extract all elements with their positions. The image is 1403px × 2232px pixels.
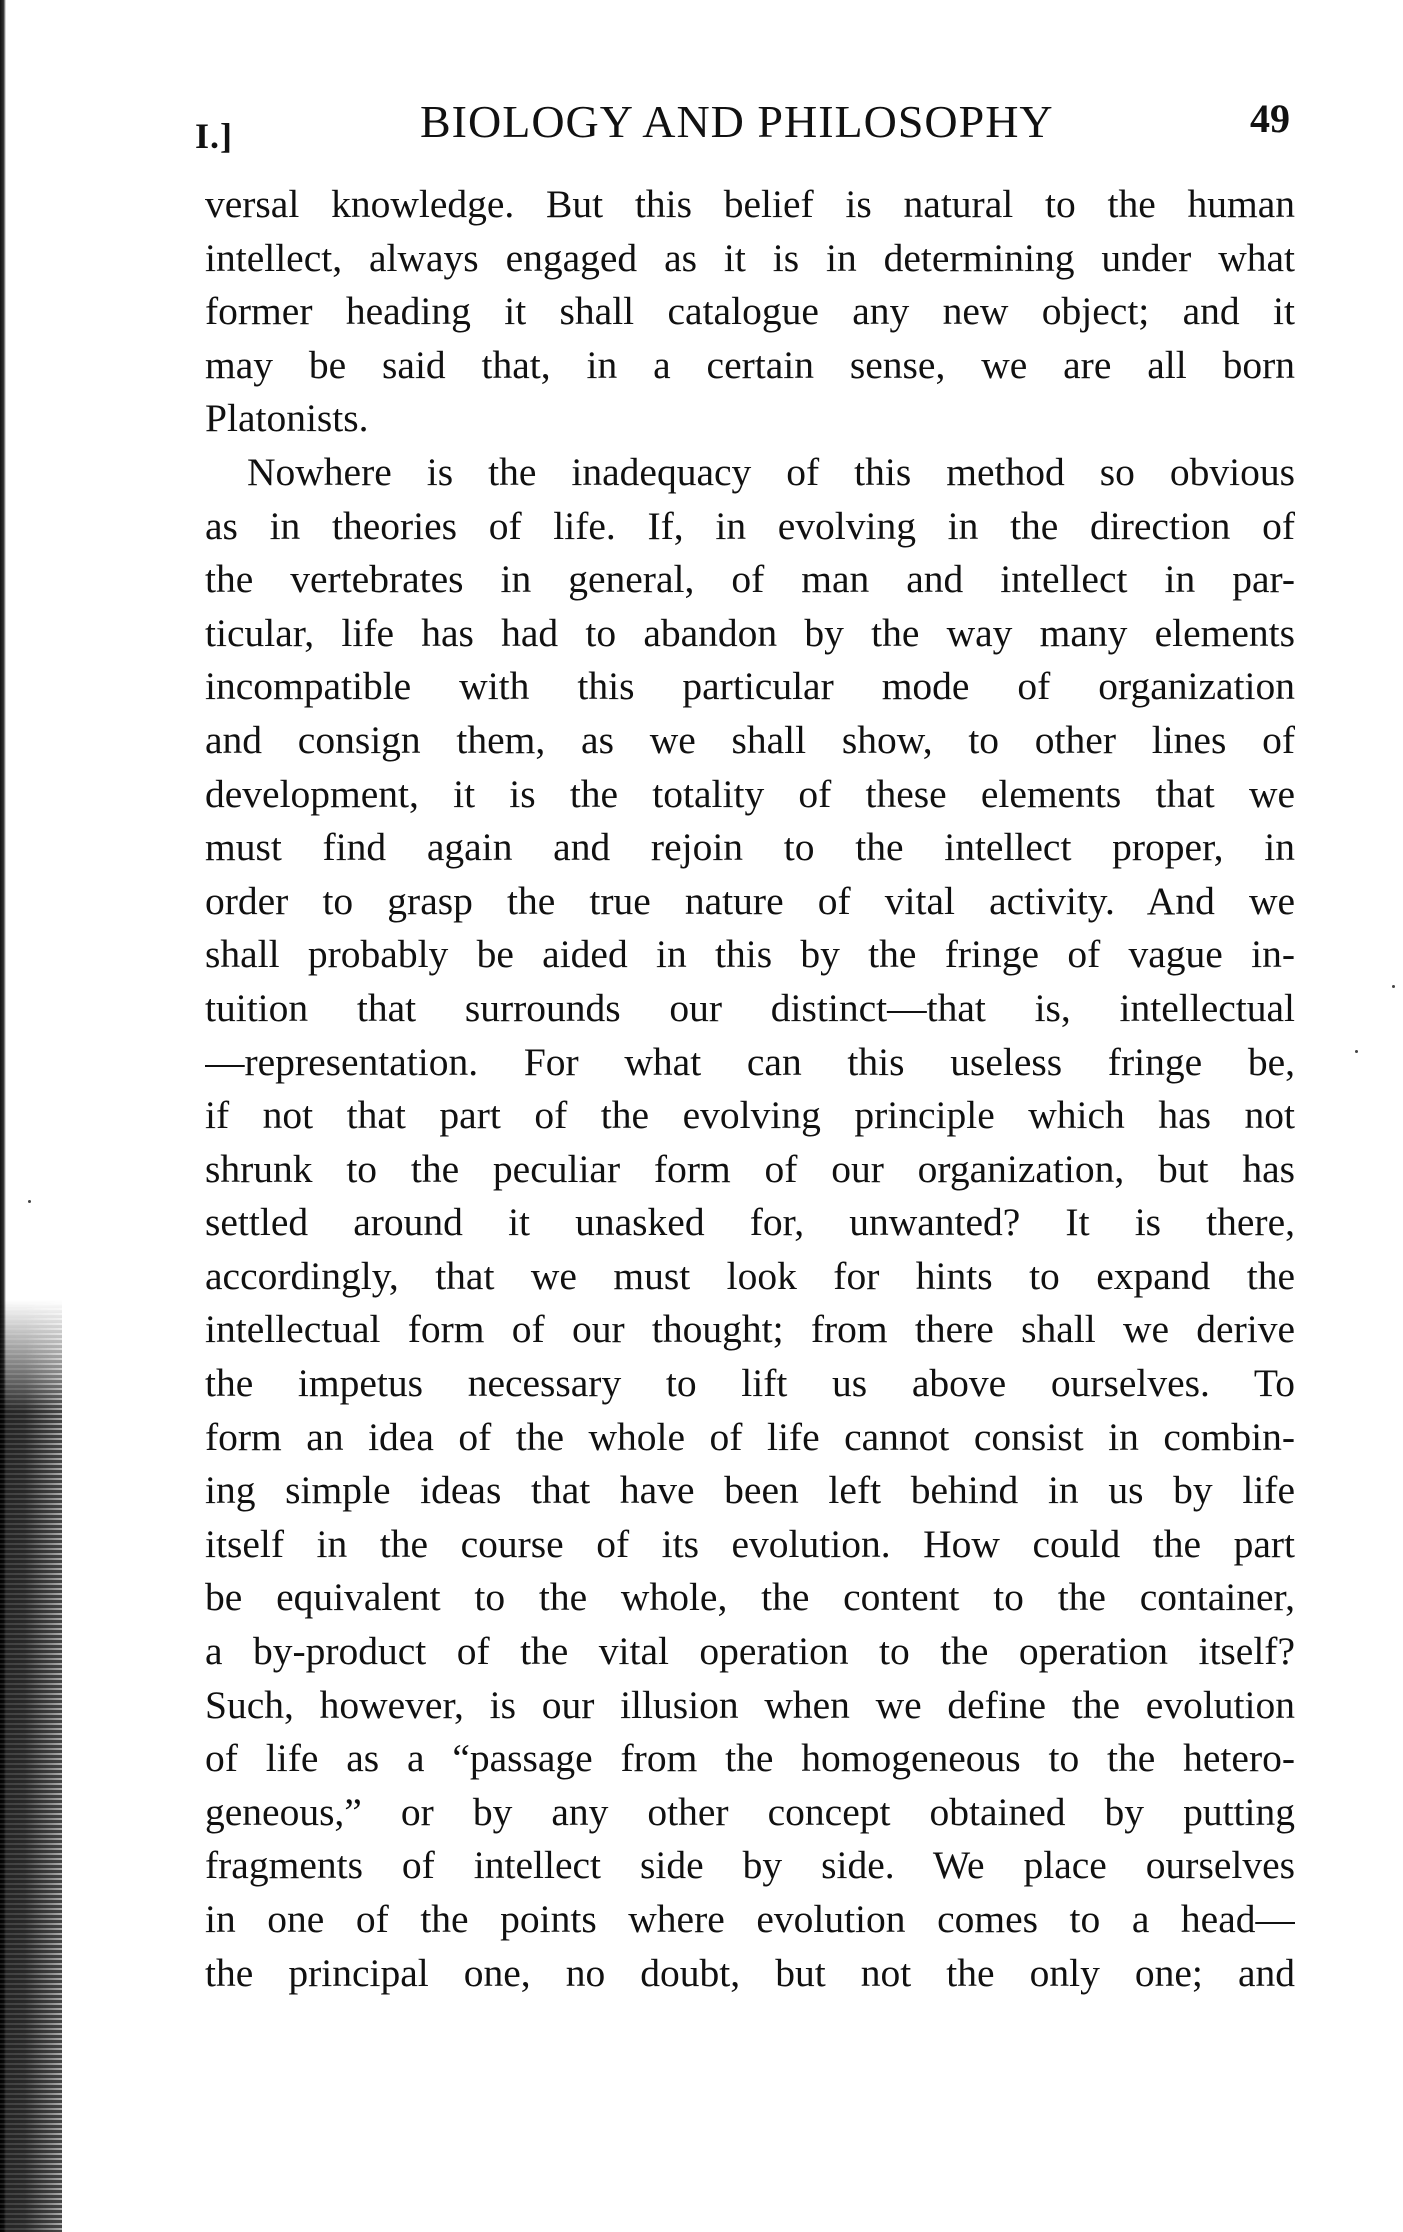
text-line: tuition that surrounds our distinct—that is, intellectual [205, 985, 1295, 1030]
text-line: the principal one, no doubt, but not the only one; and [205, 1950, 1295, 1995]
text-line: intellect, always engaged as it is in determining under what [205, 235, 1295, 280]
text-line: if not that part of the evolving principle which has not [205, 1093, 1295, 1138]
text-line: versal knowledge. But this belief is natural to the human [205, 182, 1295, 226]
text-line: Nowhere is the inadequacy of this method so obvious [247, 449, 1295, 494]
scan-speck [28, 1200, 31, 1203]
text-line: incompatible with this particular mode of organization [205, 664, 1295, 709]
chapter-marker: I.] [195, 116, 233, 156]
text-line: —representation. For what can this useless fringe be, [205, 1039, 1295, 1084]
running-head [195, 95, 1295, 165]
text-line: itself in the course of its evolution. How could the part [205, 1521, 1295, 1566]
text-line: development, it is the totality of these elements that we [205, 771, 1295, 816]
paragraph [205, 446, 1295, 2000]
text-line: must find again and rejoin to the intellect proper, in [205, 825, 1295, 870]
running-title: BIOLOGY AND PHILOSOPHY [420, 96, 1054, 147]
text-line: the vertebrates in general, of man and intellect in par- [205, 557, 1295, 602]
paragraph [205, 178, 1295, 446]
text-line: intellectual form of our thought; from there shall we derive [205, 1307, 1295, 1352]
text-line: geneous,” or by any other concept obtained by putting [205, 1789, 1295, 1834]
text-line: ticular, life has had to abandon by the way many elements [205, 610, 1295, 655]
text-line: Platonists. [205, 396, 369, 441]
text-line: former heading it shall catalogue any new object; and it [205, 289, 1295, 334]
binding-shadow [0, 1300, 62, 2232]
text-line: and consign them, as we shall show, to other lines of [205, 717, 1295, 762]
body-text [205, 178, 1295, 2000]
text-line: ing simple ideas that have been left behind in us by life [205, 1468, 1295, 1513]
text-line: settled around it unasked for, unwanted? It is there, [205, 1200, 1295, 1245]
scan-speck [1392, 985, 1395, 988]
text-line: as in theories of life. If, in evolving in the direction of [205, 503, 1295, 548]
text-line: form an idea of the whole of life cannot consist in combin- [205, 1414, 1295, 1459]
text-line: be equivalent to the whole, the content to the container, [205, 1575, 1295, 1620]
text-line: the impetus necessary to lift us above ourselves. To [205, 1361, 1295, 1406]
page-number: 49 [1250, 96, 1290, 141]
text-line: of life as a “passage from the homogeneous to the hetero- [205, 1736, 1295, 1781]
text-line: order to grasp the true nature of vital activity. And we [205, 878, 1295, 923]
text-line: fragments of intellect side by side. We place ourselves [205, 1843, 1295, 1888]
text-line: may be said that, in a certain sense, we are all born [205, 342, 1295, 387]
text-line: accordingly, that we must look for hints to expand the [205, 1253, 1295, 1298]
scan-speck [1355, 1050, 1358, 1053]
text-line: in one of the points where evolution comes to a head— [205, 1897, 1295, 1941]
text-line: a by-product of the vital operation to the operation itself? [205, 1629, 1295, 1674]
text-line: Such, however, is our illusion when we define the evolution [205, 1682, 1295, 1727]
text-line: shrunk to the peculiar form of our organization, but has [205, 1146, 1295, 1191]
text-line: shall probably be aided in this by the fringe of vague in- [205, 932, 1295, 977]
